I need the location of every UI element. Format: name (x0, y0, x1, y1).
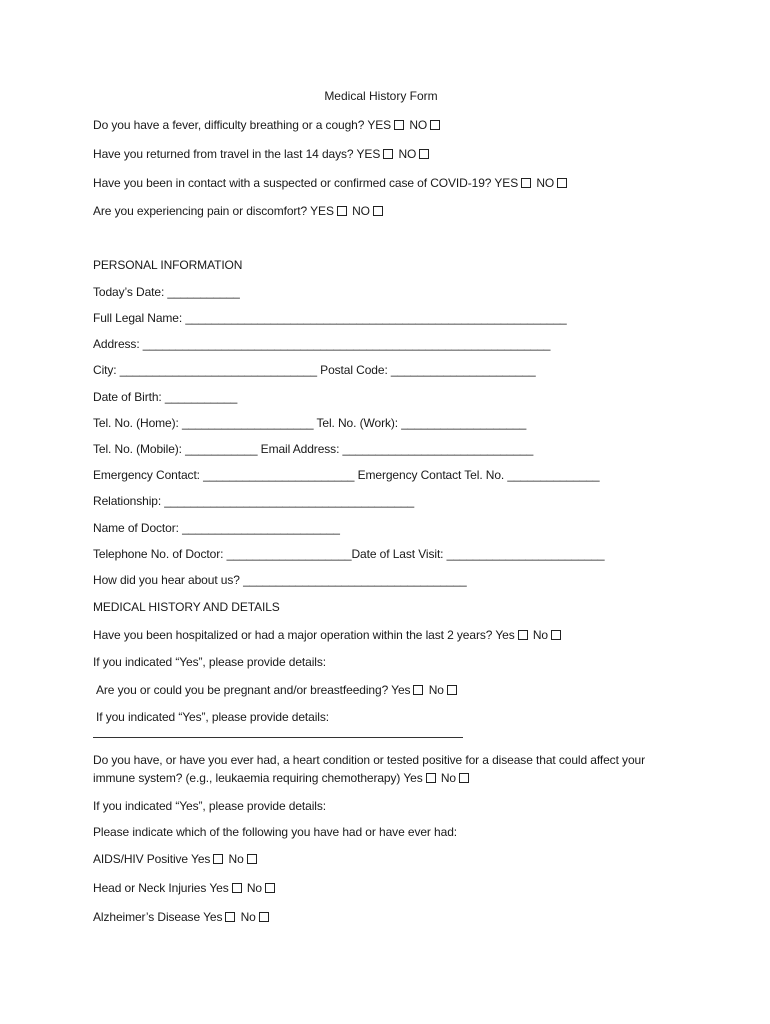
screening-question-contact: Have you been in contact with a suspected or confirmed case of COVID-19? YES NO (93, 176, 569, 190)
details-answer-line[interactable] (93, 737, 463, 738)
checkbox-yes[interactable] (426, 773, 436, 783)
field-hear-about-us[interactable]: How did you hear about us? __________________________________ (93, 573, 467, 587)
checkbox-yes[interactable] (232, 883, 242, 893)
field-todays-date[interactable]: Today’s Date: ___________ (93, 285, 240, 299)
field-doctor-telephone[interactable]: Telephone No. of Doctor: ___________________Date of Last Visit: ________________________ (93, 547, 605, 561)
field-tel-mobile-email[interactable]: Tel. No. (Mobile): ___________ Email Address: _____________________________ (93, 442, 534, 456)
screening-question-travel: Have you returned from travel in the last 14 days? YES NO (93, 147, 431, 161)
details-prompt: If you indicated “Yes”, please provide details: (93, 799, 326, 813)
checkbox-yes[interactable] (213, 854, 223, 864)
question-heart-line-2: immune system? (e.g., leukaemia requiring chemotherapy) Yes No (93, 771, 471, 785)
checkbox-yes[interactable] (521, 178, 531, 188)
checkbox-no[interactable] (419, 149, 429, 159)
details-prompt: If you indicated “Yes”, please provide details: (96, 710, 329, 724)
field-relationship[interactable]: Relationship: ______________________________________ (93, 494, 415, 508)
checkbox-yes[interactable] (337, 206, 347, 216)
checkbox-no[interactable] (259, 912, 269, 922)
condition-aids-hiv: AIDS/HIV Positive Yes No (93, 852, 259, 866)
checkbox-yes[interactable] (394, 120, 404, 130)
checkbox-yes[interactable] (413, 685, 423, 695)
checkbox-no[interactable] (373, 206, 383, 216)
field-address[interactable]: Address: ______________________________________________________________ (93, 337, 551, 351)
details-prompt: If you indicated “Yes”, please provide details: (93, 655, 326, 669)
checkbox-yes[interactable] (383, 149, 393, 159)
checkbox-no[interactable] (430, 120, 440, 130)
field-tel-home-work[interactable]: Tel. No. (Home): ____________________ Tel. No. (Work): ___________________ (93, 416, 527, 430)
screening-question-pain: Are you experiencing pain or discomfort? YES NO (93, 204, 385, 218)
field-emergency-contact[interactable]: Emergency Contact: _______________________ Emergency Contact Tel. No. ______________ (93, 468, 600, 482)
condition-alzheimers: Alzheimer’s Disease Yes No (93, 910, 271, 924)
checkbox-no[interactable] (265, 883, 275, 893)
section-heading-personal: PERSONAL INFORMATION (93, 258, 243, 272)
field-doctor-name[interactable]: Name of Doctor: ________________________ (93, 521, 340, 535)
field-date-of-birth[interactable]: Date of Birth: ___________ (93, 390, 238, 404)
screening-question-fever: Do you have a fever, difficulty breathing or a cough? YES NO (93, 118, 442, 132)
question-heart-line-1: Do you have, or have you ever had, a heart condition or tested positive for a disease that could affect your (93, 753, 645, 767)
question-hospitalized: Have you been hospitalized or had a major operation within the last 2 years? Yes No (93, 628, 563, 642)
checkbox-no[interactable] (459, 773, 469, 783)
conditions-prompt: Please indicate which of the following you have had or have ever had: (93, 825, 458, 839)
section-heading-medical: MEDICAL HISTORY AND DETAILS (93, 600, 280, 614)
checkbox-no[interactable] (557, 178, 567, 188)
checkbox-no[interactable] (247, 854, 257, 864)
question-pregnant: Are you or could you be pregnant and/or breastfeeding? Yes No (96, 683, 459, 697)
field-full-legal-name[interactable]: Full Legal Name: __________________________________________________________ (93, 311, 567, 325)
checkbox-yes[interactable] (225, 912, 235, 922)
condition-head-neck: Head or Neck Injuries Yes No (93, 881, 277, 895)
field-city-postal[interactable]: City: ______________________________ Postal Code: ______________________ (93, 363, 536, 377)
checkbox-no[interactable] (447, 685, 457, 695)
checkbox-no[interactable] (551, 630, 561, 640)
page-title: Medical History Form (324, 89, 438, 103)
checkbox-yes[interactable] (518, 630, 528, 640)
